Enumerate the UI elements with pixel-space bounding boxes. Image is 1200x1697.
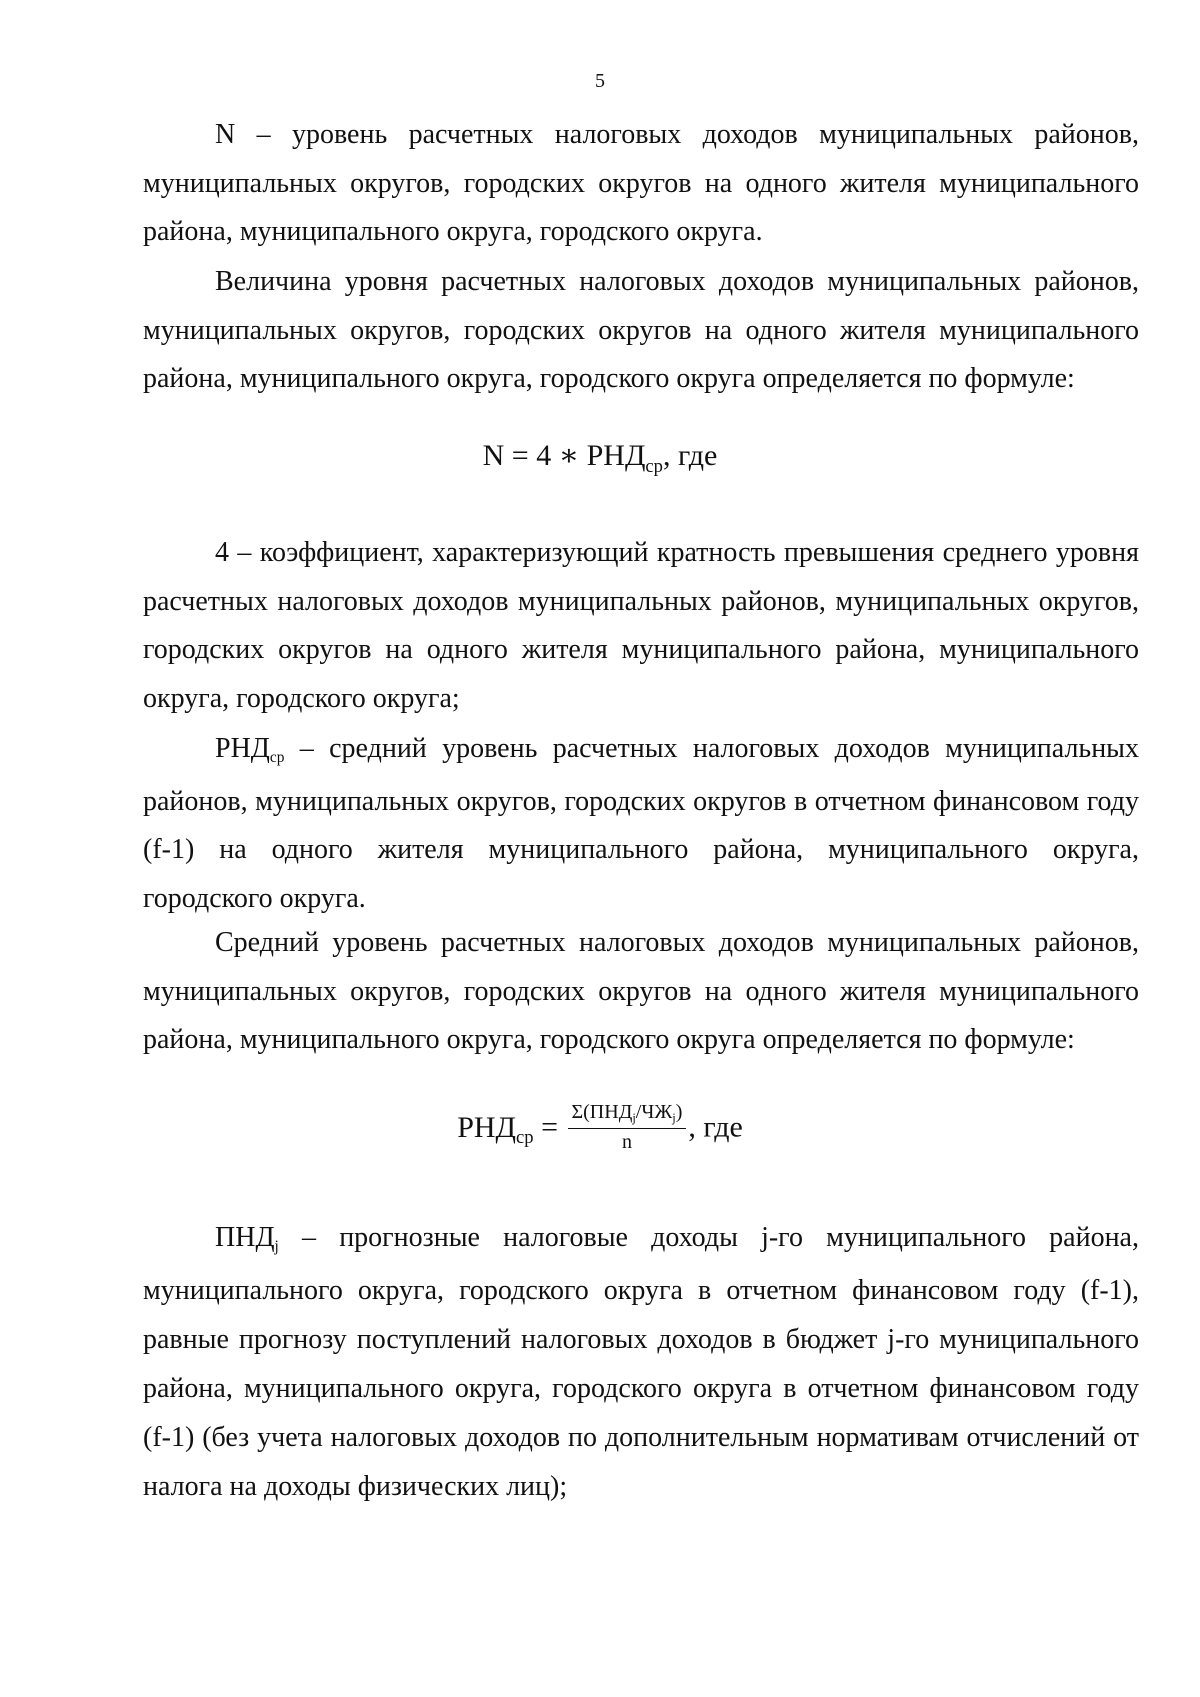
formula-rnd-fraction bbox=[568, 1100, 687, 1155]
paragraph-rnd-formula-intro bbox=[143, 919, 1139, 1065]
numerator-chzh: /ЧЖ bbox=[635, 1101, 673, 1123]
paragraph-rnd-definition bbox=[143, 725, 1139, 923]
formula-rnd-denominator: n bbox=[621, 1131, 632, 1153]
pnd-definition-text: – прогнозные налоговые доходы j-го муниципального района, муниципального округа, городского округа в отчетном финансовом году (f-1), равные прогнозу поступлений налоговых доходов в бюджет j-го муниципального района, муниципального округа, городского округа в отчетном финансовом году (f-1) (без учета налоговых доходов по дополнительным нормативам отчислений от налога на доходы физических лиц); bbox=[143, 1222, 1139, 1502]
paragraph-text bbox=[143, 1213, 1139, 1511]
numerator-sum-pnd: Σ(ПНД bbox=[571, 1101, 633, 1123]
paragraph-n-formula-intro bbox=[143, 258, 1139, 404]
pnd-symbol: ПНД bbox=[215, 1222, 275, 1253]
paragraph-text bbox=[143, 725, 1139, 923]
paragraph-text: 4 – коэффициент, характеризующий кратность превышения среднего уровня расчетных налоговых доходов муниципальных районов, муниципальных округов, городских округов на одного жителя муниципального района, муниципального округа, городского округа; bbox=[143, 537, 1139, 714]
formula-rnd-equals: = bbox=[533, 1110, 566, 1144]
formula-n-lhs: N = 4 ∗ РНД bbox=[482, 439, 646, 472]
numerator-pnd-subscript: j bbox=[632, 1111, 636, 1126]
rnd-symbol: РНД bbox=[215, 733, 270, 764]
pnd-symbol-subscript: j bbox=[274, 1237, 279, 1255]
formula-rnd bbox=[0, 1100, 1200, 1155]
formula-rnd-tail: , где bbox=[688, 1110, 743, 1144]
paragraph-n-definition bbox=[143, 111, 1139, 257]
numerator-close-paren: ) bbox=[675, 1101, 683, 1123]
formula-rnd-numerator bbox=[568, 1100, 687, 1129]
formula-n-subscript: ср bbox=[645, 455, 663, 477]
paragraph-coefficient-definition bbox=[143, 529, 1139, 723]
rnd-definition-text: – средний уровень расчетных налоговых доходов муниципальных районов, муниципальных округов, городских округов в отчетном финансовом году (f-1) на одного жителя муниципального района, муниципального округа, городского округа. bbox=[143, 733, 1139, 914]
formula-rnd-lhs-subscript: ср bbox=[516, 1127, 534, 1148]
formula-rnd-lhs bbox=[457, 1110, 534, 1148]
paragraph-pnd-definition bbox=[143, 1213, 1139, 1511]
paragraph-text: N – уровень расчетных налоговых доходов муниципальных районов, муниципальных округов, городских округов на одного жителя муниципального района, муниципального округа, городского округа. bbox=[143, 119, 1139, 247]
formula-n-tail: , где bbox=[662, 439, 718, 472]
paragraph-text: Величина уровня расчетных налоговых доходов муниципальных районов, муниципальных округов, городских округов на одного жителя муниципального района, муниципального округа, городского округа определяется по формуле: bbox=[143, 266, 1139, 394]
numerator-chzh-subscript: j bbox=[672, 1111, 676, 1126]
paragraph-text: Средний уровень расчетных налоговых доходов муниципальных районов, муниципальных округов, городских округов на одного жителя муниципального района, муниципального округа, городского округа определяется по формуле: bbox=[143, 927, 1139, 1055]
formula-rnd-lhs-symbol: РНД bbox=[457, 1110, 517, 1144]
page-number: 5 bbox=[595, 70, 605, 92]
rnd-symbol-subscript: ср bbox=[269, 748, 285, 766]
formula-n bbox=[0, 438, 1200, 477]
